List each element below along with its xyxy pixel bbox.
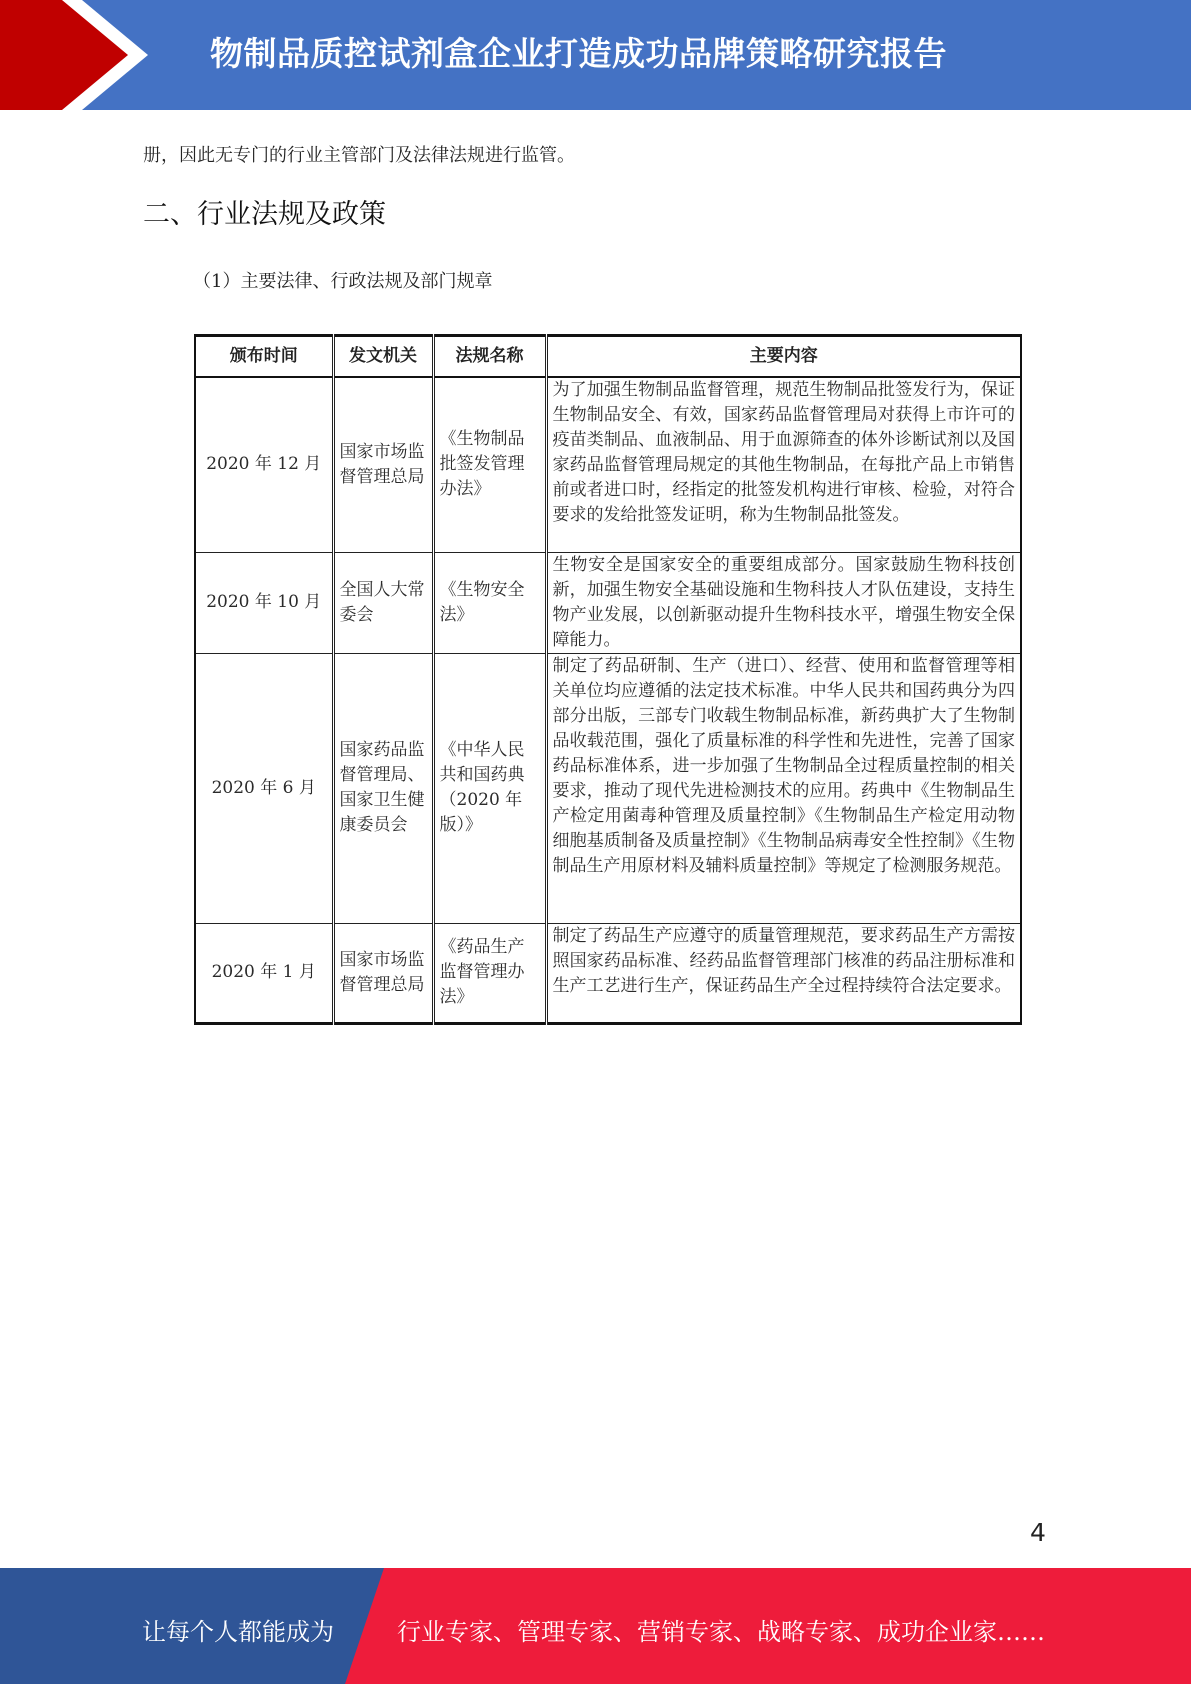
col-header-date: 颁布时间 [195,336,333,378]
footer-slogan-right: 行业专家、管理专家、营销专家、战略专家、成功企业家…… [397,1618,1045,1646]
cell-law-name: 《生物制品批签发管理办法》 [433,377,546,552]
cell-date: 2020 年 6 月 [195,653,333,923]
sub-heading: （1）主要法律、行政法规及部门规章 [193,271,493,292]
cell-content: 生物安全是国家安全的重要组成部分。国家鼓励生物科技创新，加强生物安全基础设施和生物科技人才队伍建设，支持生物产业发展，以创新驱动提升生物科技水平，增强生物安全保障能力。 [546,552,1021,653]
cell-content: 为了加强生物制品监督管理，规范生物制品批签发行为，保证生物制品安全、有效，国家药品监督管理局对获得上市许可的疫苗类制品、血液制品、用于血源筛查的体外诊断试剂以及国家药品监督管理局规定的其他生物制品，在每批产品上市销售前或者进口时，经指定的批签发机构进行审核、检验，对符合要求的发给批签发证明，称为生物制品批签发。 [546,377,1021,552]
header-red-chevron [0,0,160,110]
cell-org: 国家市场监督管理总局 [333,923,433,1023]
col-header-org: 发文机关 [333,336,433,378]
cell-law-name: 《生物安全法》 [433,552,546,653]
cell-date: 2020 年 10 月 [195,552,333,653]
regulations-table [194,334,1022,1025]
cell-org: 全国人大常委会 [333,552,433,653]
cell-law-name: 《中华人民共和国药典（2020 年版）》 [433,653,546,923]
table-row [195,653,1021,923]
cell-date: 2020 年 12 月 [195,377,333,552]
col-header-content: 主要内容 [546,336,1021,378]
cell-date: 2020 年 1 月 [195,923,333,1023]
cell-org: 国家药品监督管理局、国家卫生健康委员会 [333,653,433,923]
cell-law-name: 《药品生产监督管理办法》 [433,923,546,1023]
report-title: 物制品质控试剂盒企业打造成功品牌策略研究报告 [210,34,947,73]
cell-org: 国家市场监督管理总局 [333,377,433,552]
intro-paragraph: 册，因此无专门的行业主管部门及法律法规进行监管。 [143,145,575,166]
footer-banner [0,1568,1191,1684]
table-header-row [195,336,1021,378]
table-row [195,923,1021,1023]
cell-content: 制定了药品研制、生产（进口）、经营、使用和监督管理等相关单位均应遵循的法定技术标准。中华人民共和国药典分为四部分出版，三部专门收载生物制品标准，新药典扩大了生物制品收载范围，强化了质量标准的科学性和先进性，完善了国家药品标准体系，进一步加强了生物制品全过程质量控制的相关要求，推动了现代先进检测技术的应用。药典中《生物制品生产检定用菌毒种管理及质量控制》《生物制品生产检定用动物细胞基质制备及质量控制》《生物制品病毒安全性控制》《生物制品生产用原材料及辅料质量控制》等规定了检测服务规范。 [546,653,1021,923]
cell-content: 制定了药品生产应遵守的质量管理规范，要求药品生产方需按照国家药品标准、经药品监督管理部门核准的药品注册标准和生产工艺进行生产，保证药品生产全过程持续符合法定要求。 [546,923,1021,1023]
col-header-name: 法规名称 [433,336,546,378]
header-banner [0,0,1191,110]
footer-slogan-left: 让每个人都能成为 [142,1618,334,1646]
section-heading: 二、行业法规及政策 [143,199,386,230]
page-number: 4 [1030,1518,1046,1547]
table-row [195,552,1021,653]
table-row [195,377,1021,552]
